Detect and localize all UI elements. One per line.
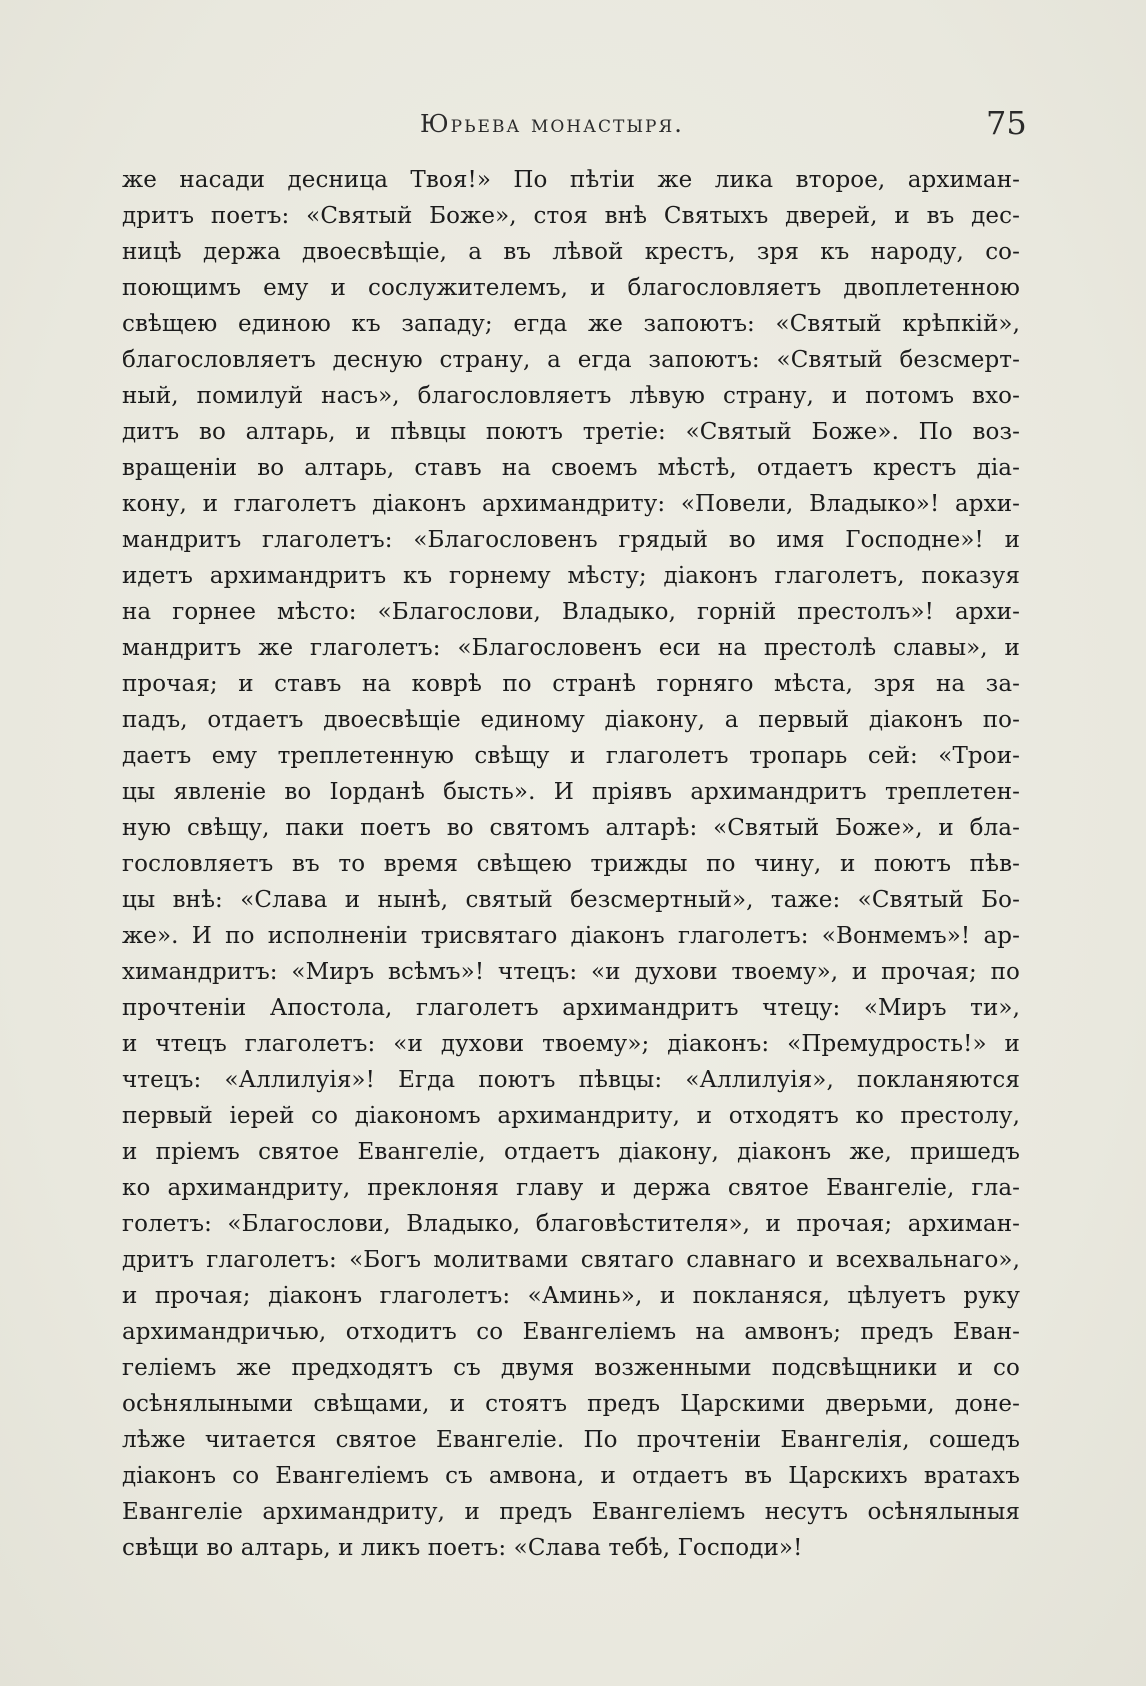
text-line: осѣнялыными свѣщами, и стоятъ предъ Царскими дверьми, доне- bbox=[122, 1391, 1020, 1417]
text-line: прочтеніи Апостола, глаголетъ архимандритъ чтецу: «Миръ ти», bbox=[122, 995, 1020, 1021]
text-line: голетъ: «Благослови, Владыко, благовѣстителя», и прочая; архиман- bbox=[122, 1211, 1020, 1237]
text-line: архимандричью, отходитъ со Евангеліемъ на амвонъ; предъ Еван- bbox=[122, 1319, 1020, 1345]
text-line: ную свѣщу, паки поетъ во святомъ алтарѣ: «Святый Боже», и бла- bbox=[122, 815, 1020, 841]
text-line: первый іерей со діакономъ архимандриту, и отходятъ ко престолу, bbox=[122, 1103, 1020, 1129]
text-line: же насади десница Твоя!» По пѣтіи же лика второе, архиман- bbox=[122, 167, 1020, 193]
text-line: чтецъ: «Аллилуія»! Егда поютъ пѣвцы: «Аллилуія», покланяются bbox=[122, 1067, 1020, 1093]
text-line: на горнее мѣсто: «Благослови, Владыко, горній престолъ»! архи- bbox=[122, 599, 1020, 625]
text-line: и чтецъ глаголетъ: «и духови твоему»; діаконъ: «Премудрость!» и bbox=[122, 1031, 1020, 1057]
text-line: лѣже читается святое Евангеліе. По прочтеніи Евангелія, сошедъ bbox=[122, 1427, 1020, 1453]
text-line: дритъ глаголетъ: «Богъ молитвами святаго славнаго и всехвальнаго», bbox=[122, 1247, 1020, 1273]
text-line: гословляетъ въ то время свѣщею трижды по чину, и поютъ пѣв- bbox=[122, 851, 1020, 877]
text-line: ный, помилуй насъ», благословляетъ лѣвую страну, и потомъ вхо- bbox=[122, 383, 1020, 409]
text-line: же». И по исполненіи трисвятаго діаконъ глаголетъ: «Вонмемъ»! ар- bbox=[122, 923, 1020, 949]
text-line: поющимъ ему и сослужителемъ, и благословляетъ двоплетенною bbox=[122, 275, 1020, 301]
text-line: дритъ поетъ: «Святый Боже», стоя внѣ Святыхъ дверей, и въ дес- bbox=[122, 203, 1020, 229]
text-line: химандритъ: «Миръ всѣмъ»! чтецъ: «и духови твоему», и прочая; по bbox=[122, 959, 1020, 985]
text-line: цы внѣ: «Слава и нынѣ, святый безсмертный», таже: «Святый Бо- bbox=[122, 887, 1020, 913]
text-line: дитъ во алтарь, и пѣвцы поютъ третіе: «Святый Боже». По воз- bbox=[122, 419, 1020, 445]
text-line: вращеніи во алтарь, ставъ на своемъ мѣстѣ, отдаетъ крестъ діа- bbox=[122, 455, 1020, 481]
text-line: геліемъ же предходятъ съ двумя возженными подсвѣщники и со bbox=[122, 1355, 1020, 1381]
text-line: падъ, отдаетъ двоесвѣщіе единому діакону, а первый діаконъ по- bbox=[122, 707, 1020, 733]
body-text bbox=[122, 162, 1020, 1566]
text-line: кону, и глаголетъ діаконъ архимандриту: «Повели, Владыко»! архи- bbox=[122, 491, 1020, 517]
running-title: Юрьева монастыря. bbox=[420, 110, 684, 138]
text-line: Евангеліе архимандриту, и предъ Евангеліемъ несутъ осѣнялыныя bbox=[122, 1499, 1020, 1525]
text-line: идетъ архимандритъ къ горнему мѣсту; діаконъ глаголетъ, показуя bbox=[122, 563, 1020, 589]
text-line: свѣщи во алтарь, и ликъ поетъ: «Слава тебѣ, Господи»! bbox=[122, 1535, 803, 1561]
text-line: и пріемъ святое Евангеліе, отдаетъ діакону, діаконъ же, пришедъ bbox=[122, 1139, 1020, 1165]
text-line: цы явленіе во Іорданѣ бысть». И пріявъ архимандритъ треплетен- bbox=[122, 779, 1020, 805]
text-line: ко архимандриту, преклоняя главу и держа святое Евангеліе, гла- bbox=[122, 1175, 1020, 1201]
text-line: благословляетъ десную страну, а егда запоютъ: «Святый безсмерт- bbox=[122, 347, 1020, 373]
text-line: и прочая; діаконъ глаголетъ: «Аминь», и покланяся, цѣлуетъ руку bbox=[122, 1283, 1020, 1309]
running-head bbox=[0, 104, 1146, 150]
text-line: мандритъ же глаголетъ: «Благословенъ еси на престолѣ славы», и bbox=[122, 635, 1020, 661]
text-line: свѣщею единою къ западу; егда же запоютъ: «Святый крѣпкій», bbox=[122, 311, 1020, 337]
page-number: 75 bbox=[986, 104, 1027, 142]
text-line: прочая; и ставъ на коврѣ по странѣ горняго мѣста, зря на за- bbox=[122, 671, 1020, 697]
text-line: ницѣ держа двоесвѣщіе, а въ лѣвой крестъ, зря къ народу, со- bbox=[122, 239, 1020, 265]
text-line: даетъ ему треплетенную свѣщу и глаголетъ тропарь сей: «Трои- bbox=[122, 743, 1020, 769]
text-line: мандритъ глаголетъ: «Благословенъ грядый во имя Господне»! и bbox=[122, 527, 1020, 553]
text-line: діаконъ со Евангеліемъ съ амвона, и отдаетъ въ Царскихъ вратахъ bbox=[122, 1463, 1020, 1489]
